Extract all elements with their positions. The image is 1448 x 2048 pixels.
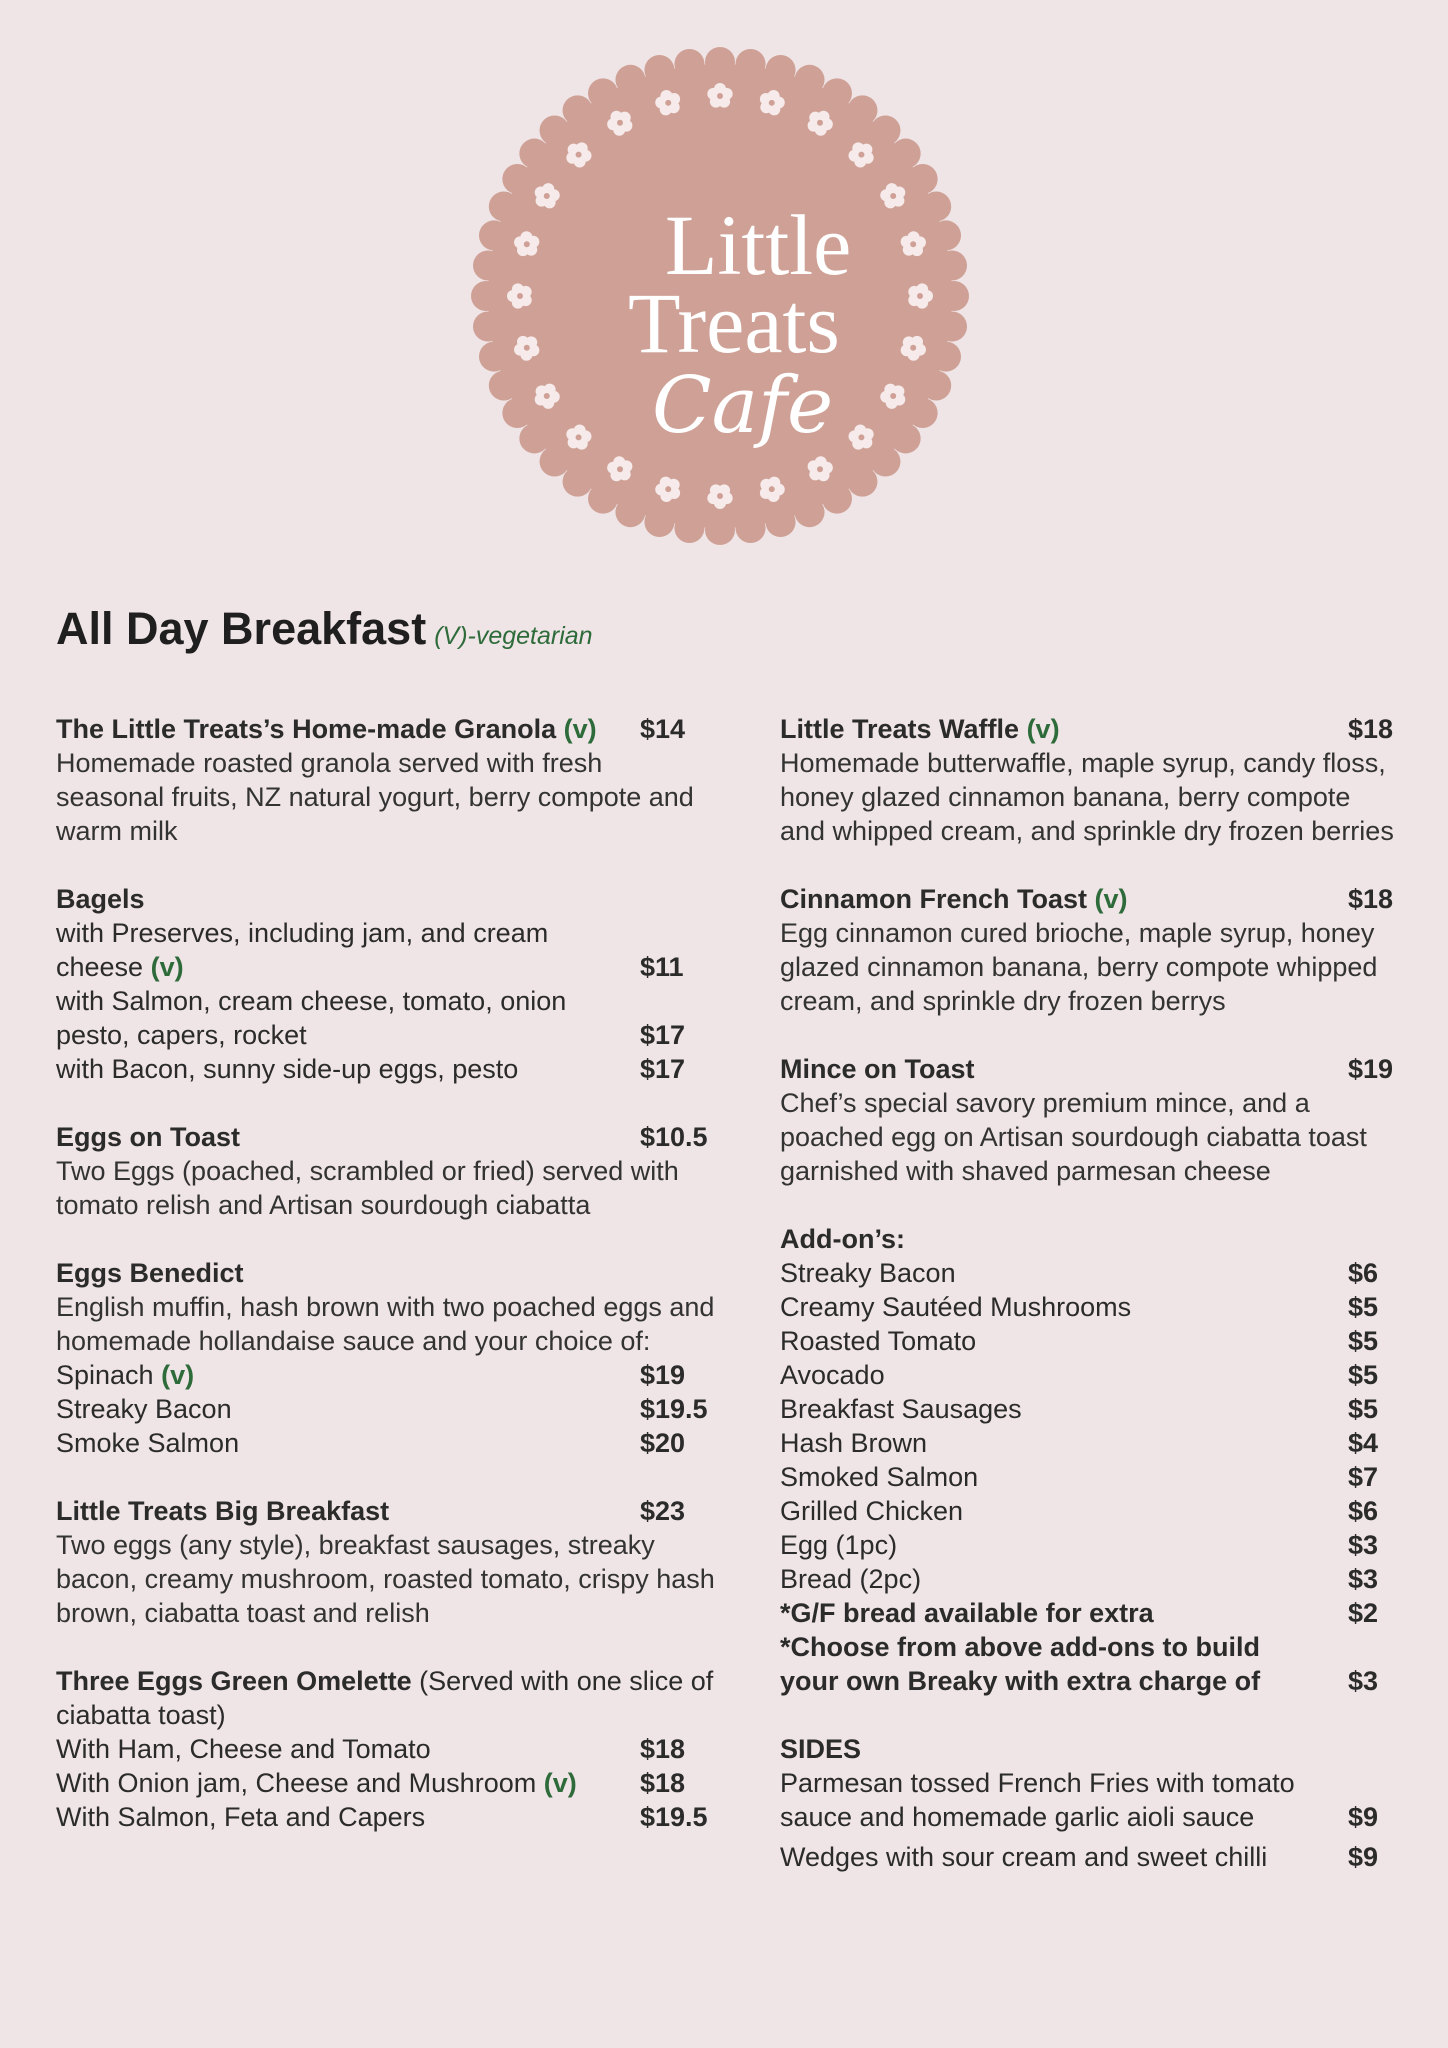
menu-item-mince-on-toast	[780, 1052, 1400, 1188]
option-text: pesto, capers, rocket	[56, 1020, 307, 1050]
option-text: with Preserves, including jam, and cream	[56, 918, 549, 948]
addon-name: Streaky Bacon	[780, 1258, 956, 1288]
menu-item-omelette	[56, 1664, 716, 1834]
addon-item	[780, 1256, 1400, 1290]
item-title: Eggs Benedict	[56, 1258, 244, 1288]
option-text: Smoke Salmon	[56, 1428, 240, 1458]
option-price: $11	[640, 952, 684, 982]
addon-name: Hash Brown	[780, 1428, 928, 1458]
option-price: $18	[640, 1768, 686, 1798]
item-description: English muffin, hash brown with two poached eggs and homemade hollandaise sauce and your choice of:	[56, 1292, 715, 1356]
menu-item-eggs-on-toast	[56, 1120, 716, 1222]
logo-line-2: Treats	[628, 275, 840, 371]
right-column	[780, 712, 1400, 1908]
veg-mark: (v)	[563, 714, 597, 744]
item-price: $14	[640, 714, 686, 744]
veg-mark: (v)	[161, 1360, 195, 1390]
logo-line-1: Little	[665, 197, 852, 293]
side-text: Wedges with sour cream and sweet chilli	[780, 1842, 1268, 1872]
item-description: Two eggs (any style), breakfast sausages, streaky bacon, creamy mushroom, roasted tomato, crispy hash brown, ciabatta toast and relish	[56, 1530, 715, 1628]
addon-price: $5	[1348, 1292, 1379, 1322]
addon-item	[780, 1324, 1400, 1358]
addon-name: Avocado	[780, 1360, 885, 1390]
item-title: Little Treats Waffle	[780, 714, 1020, 744]
addon-price: $7	[1348, 1462, 1379, 1492]
option-text: with Bacon, sunny side-up eggs, pesto	[56, 1054, 519, 1084]
menu-item-bagels	[56, 882, 716, 1086]
addon-price: $5	[1348, 1326, 1379, 1356]
option-text: Spinach	[56, 1360, 154, 1390]
addon-price: $6	[1348, 1258, 1379, 1288]
side-text: sauce and homemade garlic aioli sauce	[780, 1802, 1255, 1832]
addon-item	[780, 1392, 1400, 1426]
item-description: Egg cinnamon cured brioche, maple syrup, honey glazed cinnamon banana, berry compote whipped cream, and sprinkle dry frozen berrys	[780, 918, 1378, 1016]
side-text: Parmesan tossed French Fries with tomato	[780, 1768, 1295, 1798]
gf-note: *G/F bread available for extra	[780, 1598, 1154, 1628]
addon-list	[780, 1256, 1400, 1596]
item-subtitle: (Served with one slice of ciabatta toast)	[56, 1666, 714, 1730]
option-text: With Onion jam, Cheese and Mushroom	[56, 1768, 537, 1798]
option-price: $18	[640, 1734, 686, 1764]
section-title: Add-on’s:	[780, 1224, 905, 1254]
veg-mark: (v)	[1026, 714, 1060, 744]
page-title	[56, 603, 593, 655]
addon-name: Breakfast Sausages	[780, 1394, 1022, 1424]
item-title: Mince on Toast	[780, 1054, 975, 1084]
option-price: $17	[640, 1054, 686, 1084]
addon-price: $3	[1348, 1530, 1379, 1560]
cafe-logo	[470, 46, 970, 546]
menu-item-eggs-benedict	[56, 1256, 716, 1460]
addon-price: $5	[1348, 1360, 1379, 1390]
option-price: $17	[640, 1020, 686, 1050]
item-title: Eggs on Toast	[56, 1122, 241, 1152]
veg-mark: (v)	[543, 1768, 577, 1798]
item-title: Cinnamon French Toast	[780, 884, 1088, 914]
page-title-text: All Day Breakfast	[56, 603, 427, 654]
addon-item	[780, 1358, 1400, 1392]
addon-price: $4	[1348, 1428, 1379, 1458]
option-text: With Ham, Cheese and Tomato	[56, 1734, 431, 1764]
section-title: SIDES	[780, 1734, 862, 1764]
item-description: Homemade roasted granola served with fresh seasonal fruits, NZ natural yogurt, berry compote and warm milk	[56, 748, 694, 846]
addon-item	[780, 1494, 1400, 1528]
option-text: cheese	[56, 952, 144, 982]
item-price: $23	[640, 1496, 686, 1526]
addon-name: Egg (1pc)	[780, 1530, 898, 1560]
option-price: $19	[640, 1360, 686, 1390]
item-description: Chef’s special savory premium mince, and a poached egg on Artisan sourdough ciabatta toast garnished with shaved parmesan cheese	[780, 1088, 1367, 1186]
option-text: with Salmon, cream cheese, tomato, onion	[56, 986, 567, 1016]
menu-item-waffle	[780, 712, 1400, 848]
menu-item-big-breakfast	[56, 1494, 716, 1630]
option-text: Streaky Bacon	[56, 1394, 232, 1424]
item-description: Two Eggs (poached, scrambled or fried) served with tomato relish and Artisan sourdough ciabatta	[56, 1156, 679, 1220]
menu-item-french-toast	[780, 882, 1400, 1018]
veg-mark: (v)	[1094, 884, 1128, 914]
addon-name: Roasted Tomato	[780, 1326, 977, 1356]
sides-section	[780, 1732, 1400, 1874]
build-note: *Choose from above add-ons to build	[780, 1632, 1261, 1662]
item-price: $18	[1348, 714, 1394, 744]
build-price: $3	[1348, 1666, 1379, 1696]
veg-mark: (v)	[150, 952, 184, 982]
left-column	[56, 712, 716, 1868]
vegetarian-legend: (V)-vegetarian	[434, 622, 593, 650]
item-title: Three Eggs Green Omelette	[56, 1666, 412, 1696]
option-price: $19.5	[640, 1802, 708, 1832]
side-price: $9	[1348, 1842, 1379, 1872]
menu-item-granola	[56, 712, 716, 848]
addon-name: Bread (2pc)	[780, 1564, 922, 1594]
addons-section	[780, 1222, 1400, 1698]
addon-name: Smoked Salmon	[780, 1462, 979, 1492]
item-description: Homemade butterwaffle, maple syrup, candy floss, honey glazed cinnamon banana, berry compote and whipped cream, and sprinkle dry frozen berries	[780, 748, 1394, 846]
addon-name: Creamy Sautéed Mushrooms	[780, 1292, 1132, 1322]
item-price: $18	[1348, 884, 1394, 914]
addon-item	[780, 1528, 1400, 1562]
option-text: With Salmon, Feta and Capers	[56, 1802, 426, 1832]
addon-item	[780, 1426, 1400, 1460]
item-title: The Little Treats’s Home-made Granola	[56, 714, 557, 744]
build-note: your own Breaky with extra charge of	[780, 1666, 1261, 1696]
side-price: $9	[1348, 1802, 1379, 1832]
addon-item	[780, 1562, 1400, 1596]
addon-item	[780, 1460, 1400, 1494]
addon-price: $3	[1348, 1564, 1379, 1594]
gf-price: $2	[1348, 1598, 1379, 1628]
logo-line-3: Cafe	[652, 361, 834, 451]
addon-item	[780, 1290, 1400, 1324]
item-title: Bagels	[56, 884, 145, 914]
item-title: Little Treats Big Breakfast	[56, 1496, 390, 1526]
addon-price: $6	[1348, 1496, 1379, 1526]
item-price: $10.5	[640, 1122, 708, 1152]
option-price: $20	[640, 1428, 686, 1458]
item-price: $19	[1348, 1054, 1394, 1084]
option-price: $19.5	[640, 1394, 708, 1424]
addon-name: Grilled Chicken	[780, 1496, 964, 1526]
addon-price: $5	[1348, 1394, 1379, 1424]
